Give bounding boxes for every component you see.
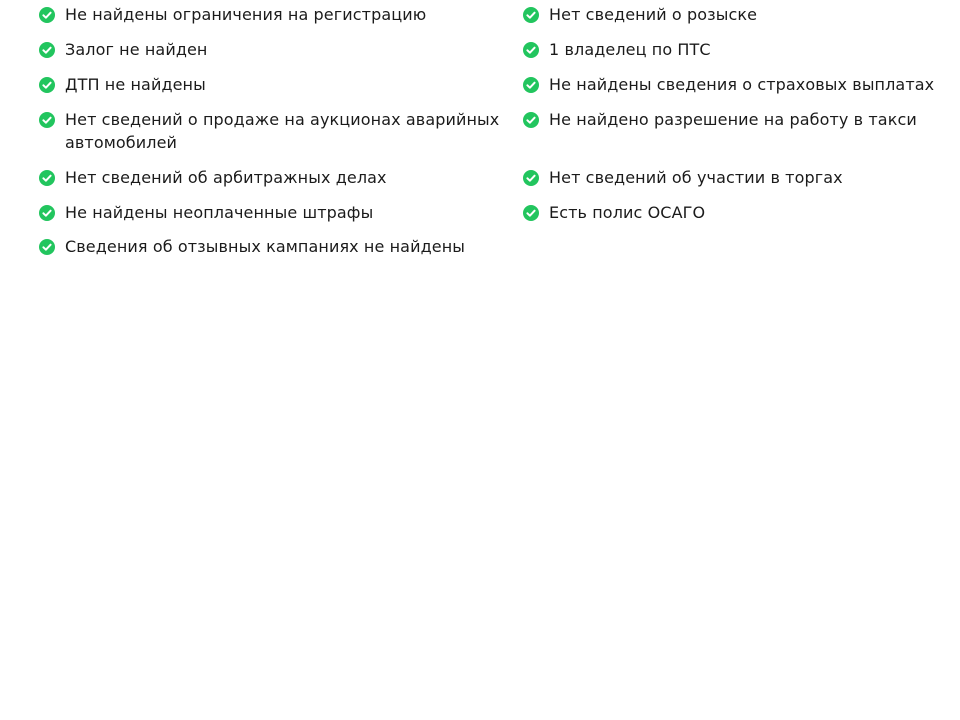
- check-item-label: 1 владелец по ПТС: [549, 40, 711, 59]
- check-item-label: Нет сведений об арбитражных делах: [65, 168, 387, 187]
- check-item-pledge: [39, 38, 509, 61]
- check-item-wanted: [523, 3, 953, 26]
- check-circle-icon: [39, 112, 55, 128]
- check-circle-icon: [523, 42, 539, 58]
- check-item-label: Сведения об отзывных кампаниях не найдены: [65, 237, 465, 256]
- check-item-accidents: [39, 73, 509, 96]
- check-item-insurance-payouts: [523, 73, 953, 96]
- check-item-label: Не найдены сведения о страховых выплатах: [549, 75, 935, 94]
- check-circle-icon: [523, 77, 539, 93]
- check-item-osago-policy: [523, 201, 953, 224]
- check-item-label: Не найдены ограничения на регистрацию: [65, 5, 427, 24]
- check-item-recall-campaigns: [39, 235, 509, 258]
- check-item-salvage-auctions: [39, 108, 509, 154]
- check-item-registration-restrictions: [39, 3, 509, 26]
- check-item-bidding: [523, 166, 953, 189]
- check-circle-icon: [39, 239, 55, 255]
- check-circle-icon: [523, 7, 539, 23]
- check-circle-icon: [39, 77, 55, 93]
- check-item-label: ДТП не найдены: [65, 75, 206, 94]
- check-item-label: Есть полис ОСАГО: [549, 203, 706, 222]
- check-item-label: Нет сведений об участии в торгах: [549, 168, 843, 187]
- check-item-label: Залог не найден: [65, 40, 208, 59]
- check-item-unpaid-fines: [39, 201, 509, 224]
- check-item-taxi-permit: [523, 108, 953, 131]
- check-item-label: Нет сведений о розыске: [549, 5, 758, 24]
- check-circle-icon: [39, 7, 55, 23]
- check-circle-icon: [39, 205, 55, 221]
- check-item-label: Не найдено разрешение на работу в такси: [549, 110, 917, 129]
- check-item-arbitration: [39, 166, 509, 189]
- check-circle-icon: [523, 112, 539, 128]
- check-circle-icon: [523, 170, 539, 186]
- check-circle-icon: [39, 42, 55, 58]
- check-circle-icon: [39, 170, 55, 186]
- check-item-label: Не найдены неоплаченные штрафы: [65, 203, 374, 222]
- check-item-label: Нет сведений о продаже на аукционах аварийных автомобилей: [65, 110, 500, 152]
- check-item-owners: [523, 38, 953, 61]
- check-circle-icon: [523, 205, 539, 221]
